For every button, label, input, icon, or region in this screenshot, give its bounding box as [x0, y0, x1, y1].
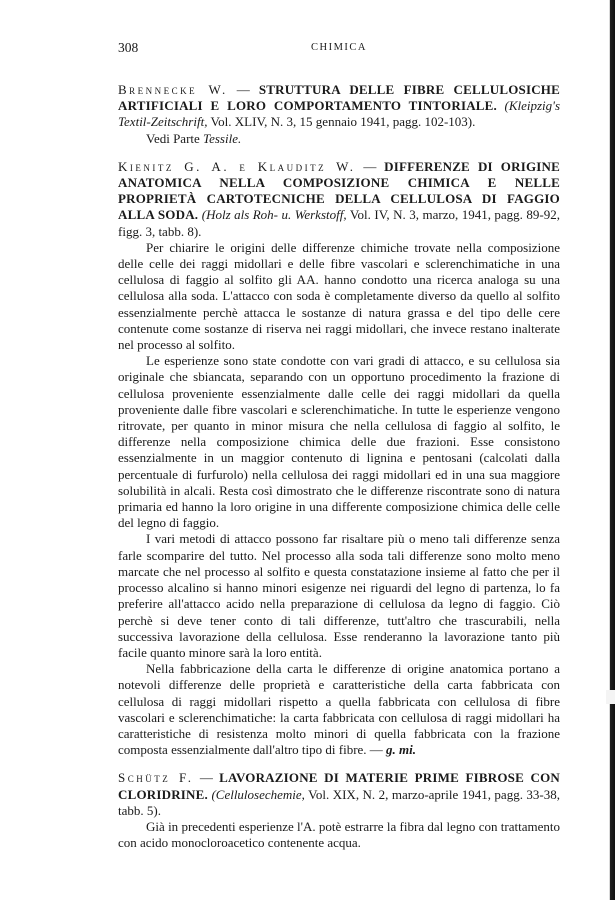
- page-edge-shadow: [606, 0, 615, 900]
- body-paragraph: Già in precedenti esperienze l'A. potè estrarre la fibra dal legno con trattamento con acido monocloroacetico contenente acqua.: [118, 818, 560, 851]
- body-paragraph-final: [118, 661, 560, 758]
- entry-author: Kienitz G. A. e Klauditz W.: [118, 158, 356, 174]
- page-number: 308: [118, 40, 139, 55]
- note-section: Tessile.: [203, 130, 242, 146]
- entry-heading: [118, 159, 560, 240]
- entry-title: LAVORAZIONE DI MATERIE PRIME FIBROSE CON CLORIDRINE.: [118, 770, 560, 802]
- abstract-entry-brennecke: [118, 82, 560, 147]
- entry-source: (Cellulosechemie,: [211, 786, 305, 802]
- entry-heading: [118, 82, 560, 131]
- entry-dash: —: [227, 82, 259, 97]
- entry-heading: [118, 770, 560, 819]
- entry-body: [118, 240, 560, 759]
- page-header: [118, 40, 560, 60]
- entry-author: Schütz F.: [118, 770, 194, 786]
- entry-citation: Vol. IV, N. 3, marzo, 1941, pagg. 89-92, figg. 3, tabb. 8).: [118, 207, 560, 239]
- page-edge-gap: [606, 690, 615, 704]
- entry-citation: Vol. XLIV, N. 3, 15 gennaio 1941, pagg. 102-103).: [207, 114, 476, 130]
- entry-source: (Kleipzig's Textil-Zeitschrift,: [118, 98, 561, 130]
- entry-dash: —: [355, 158, 385, 174]
- entry-dash: —: [193, 770, 220, 786]
- entry-title: DIFFERENZE DI ORIGINE ANATOMICA NELLA COMPOSIZIONE CHIMICA E NELLE PROPRIETÀ CARTOTECNICHE DELLA CELLULOSA DI FAGGIO ALLA SODA.: [118, 158, 561, 223]
- cross-reference-note: [146, 131, 560, 147]
- body-paragraph-text: Nella fabbricazione della carta le differenze di origine anatomica portano a notevoli differenze delle proprietà e caratteristiche della carta fabbricata con cellulosa di raggi midollari rispetto a quella fabbricata con cellulosa di fibre vascolari e sclerenchimatiche: la carta fabbricata con cellulosa di raggi midollari ha caratteristiche di resistenza molto minori di quella fabbricata con la frazione composta essenzialmente dall'altro tipo di fibre. —: [118, 661, 560, 758]
- note-prefix: Vedi Parte: [146, 130, 204, 146]
- abstract-entry-schutz: [118, 770, 560, 851]
- page-content: [118, 82, 560, 863]
- body-paragraph: Le esperienze sono state condotte con vari gradi di attacco, e su cellulosa sia originale che sbiancata, separando con un opportuno procedimento la frazione di cellulosa proveniente essenzialmente dalle celle dei raggi midollari da quella proveniente dalle fibre vascolari e sclerenchimatiche. In tutte le esperienze vengono ritrovate, per quanto in minor misura che nella cellulosa di faggio al solfito, le differenze nella composizione chimica delle due frazioni. Esse consistono essenzialmente in un maggior contenuto di lignina e pentosani (calcolati dalla percentuale di furfurolo) nella cellulosa dei raggi midollari ed in una sua maggiore solubilità in alcali. Resta così dimostrato che le differenze riscontrate sono di natura primaria ed hanno la loro origine in una differente composizione chimica delle celle del legno di faggio.: [118, 353, 560, 531]
- entry-title: STRUTTURA DELLE FIBRE CELLULOSICHE ARTIFICIALI E LORO COMPORTAMENTO TINTORIALE.: [118, 82, 560, 114]
- reviewer-signature: g. mi.: [386, 742, 417, 758]
- body-paragraph: Per chiarire le origini delle differenze chimiche trovate nella composizione delle celle dei raggi midollari e delle fibre vascolari e sclerenchimatiche in una cellulosa di faggio al solfito gli AA. hanno condotto una ricerca analoga su una cellulosa alla soda. L'attacco con soda è completamente diverso da quello al solfito essenzialmente perchè attacca le sostanze di natura grassa e del tipo delle cere contenute come sostanze di riserva nei raggi midollari, che invece restano inalterate nel processo al solfito.: [118, 239, 560, 353]
- body-paragraph: I vari metodi di attacco possono far risaltare più o meno tali differenze senza farle scomparire del tutto. Nel processo alla soda tali differenze sono molto meno marcate che nel processo al solfito e questa constatazione insieme al fatto che per il processo alcalino si hanno minori esigenze nei riguardi del legno di partenza, lo fa preferire all'attacco acido nella preparazione di cellulosa da legno di faggio. Ciò perchè si deve tener conto di tali differenze, tutt'altro che trascurabili, nella successiva lavorazione della cellulosa. Esse renderanno la lavorazione tanto più facile quanto minore sarà la loro entità.: [118, 531, 560, 660]
- entry-author: Brennecke W.: [118, 82, 228, 97]
- entry-source: (Holz als Roh- u. Werkstoff,: [201, 207, 347, 223]
- abstract-entry-kienitz: [118, 159, 560, 759]
- entry-citation: Vol. XIX, N. 2, marzo-aprile 1941, pagg. 33-38, tabb. 5).: [118, 786, 560, 818]
- running-title: CHIMICA: [310, 42, 367, 53]
- entry-body: [118, 819, 560, 851]
